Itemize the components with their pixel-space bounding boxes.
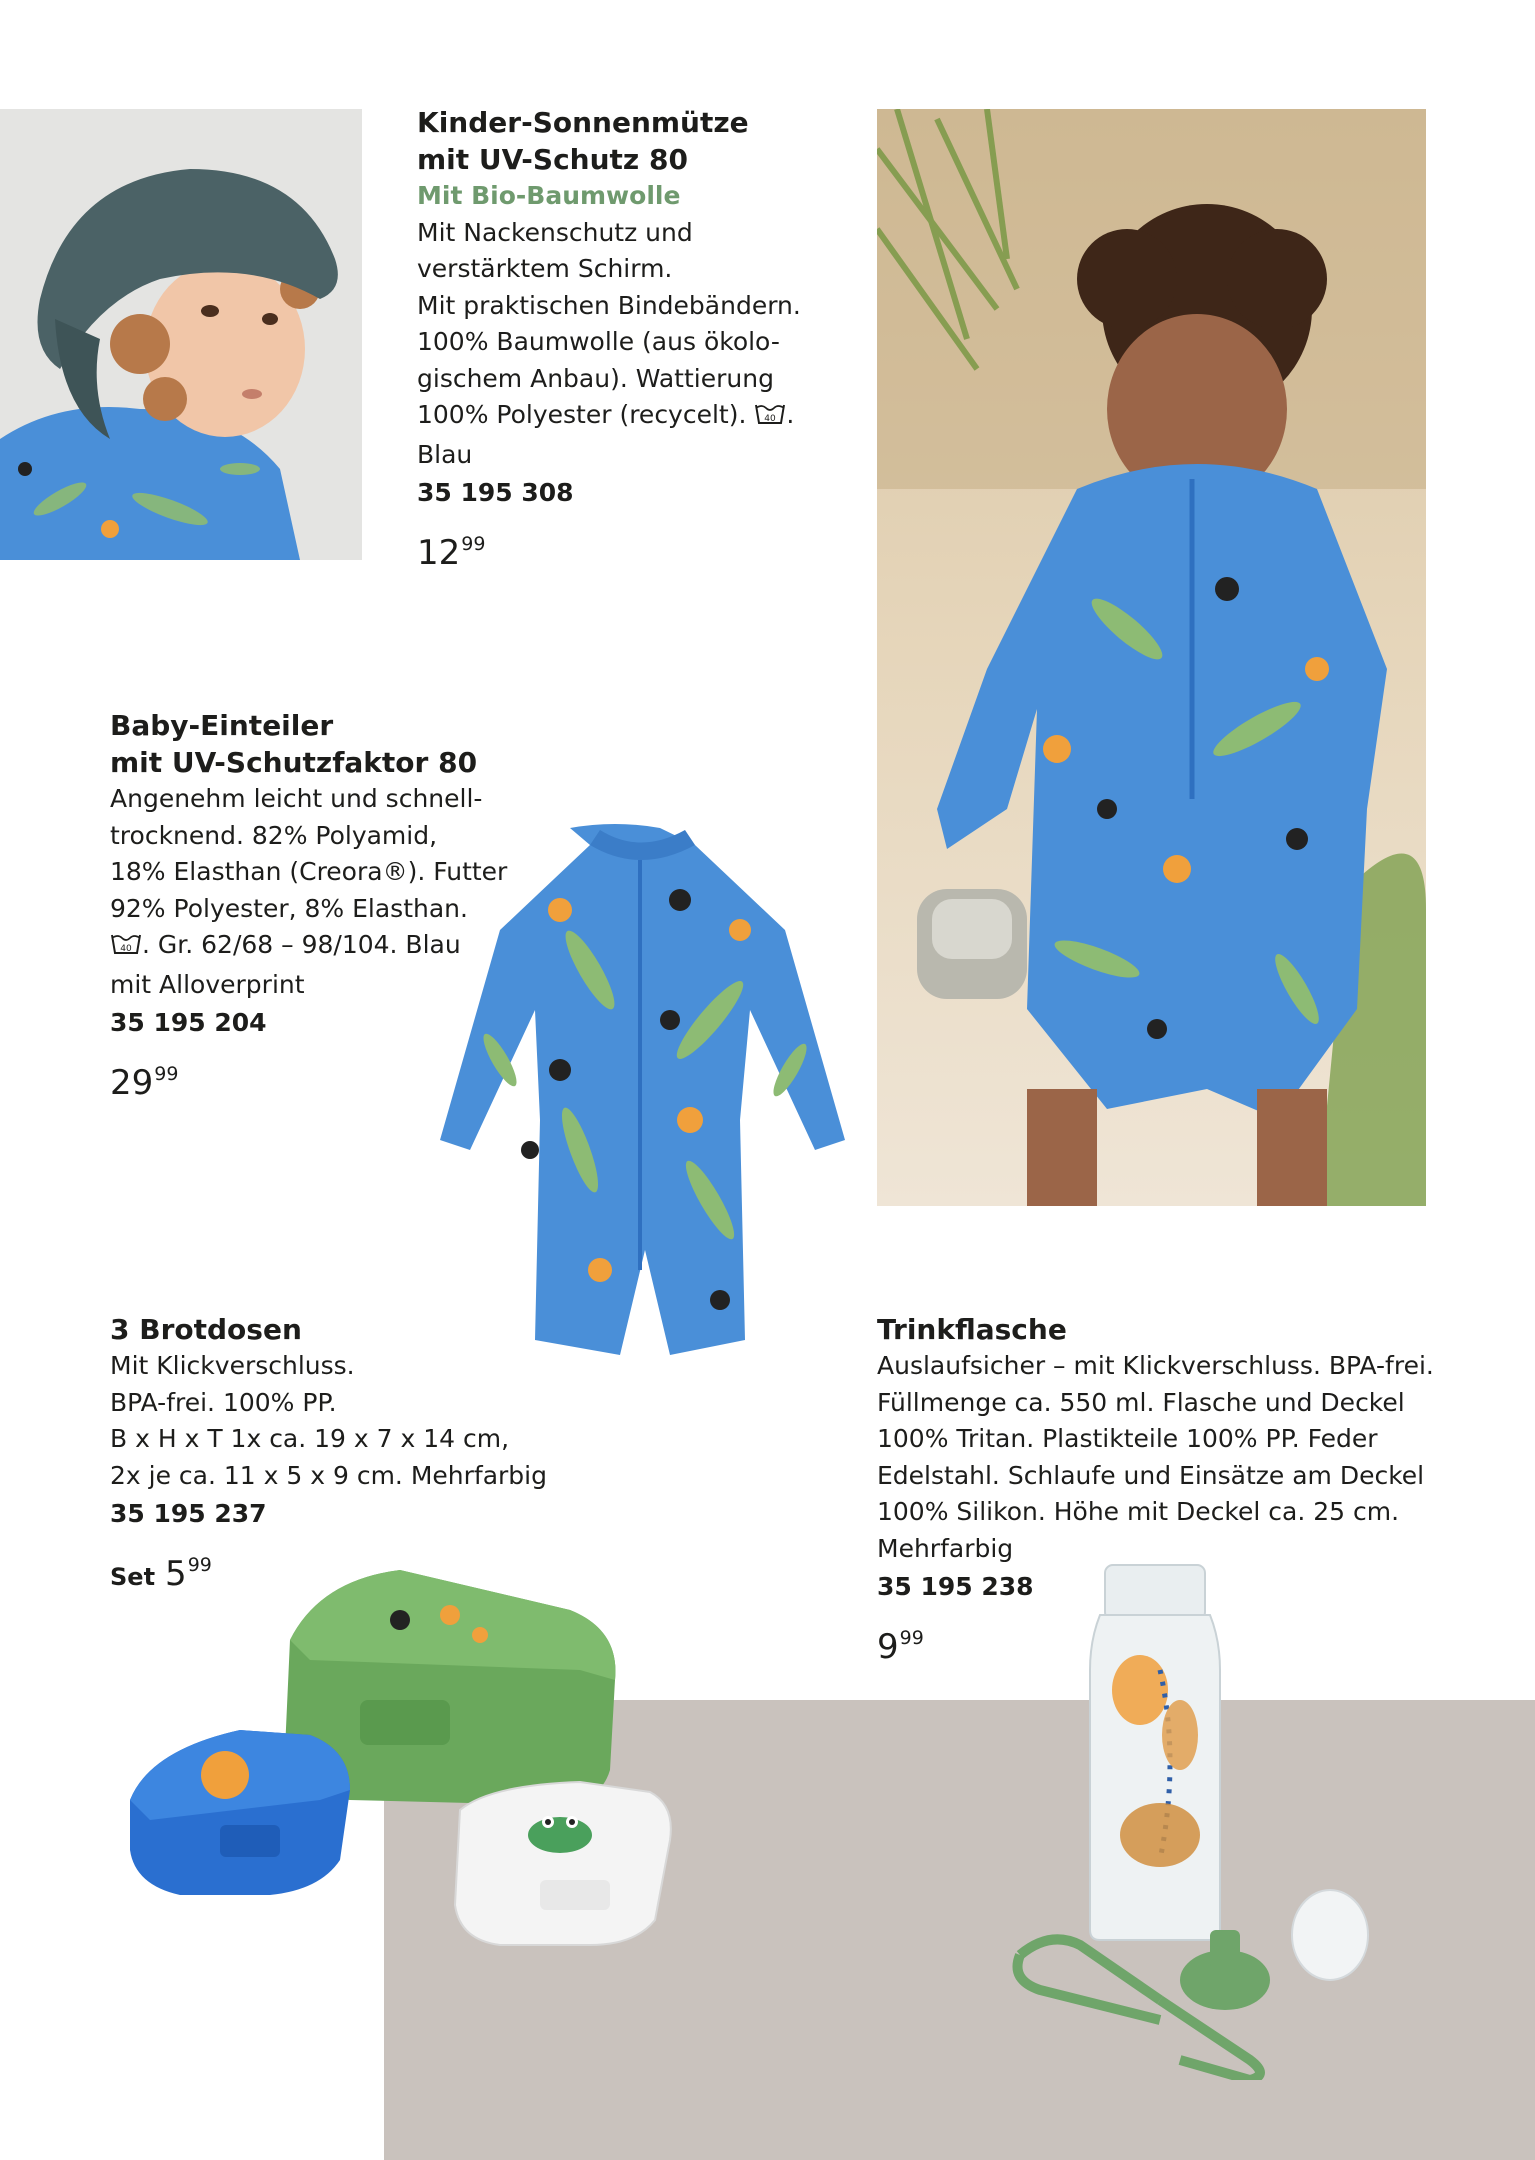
price-cents: 99: [187, 1553, 212, 1576]
product-hat: [417, 104, 801, 575]
price-main: 29: [110, 1062, 154, 1103]
hat-desc-line: verstärktem Schirm.: [417, 254, 673, 283]
onesie-product-image: [440, 820, 850, 1360]
bottle-article-number: 35 195 238: [877, 1572, 1034, 1601]
bottle-desc-line: Auslaufsicher – mit Klickverschluss. BPA-frei.: [877, 1351, 1434, 1380]
wash-40-icon: [754, 400, 786, 437]
wash-temp-label: 40: [120, 944, 132, 954]
product-lunchboxes: [110, 1311, 547, 1599]
hat-article-number: 35 195 308: [417, 478, 574, 507]
bottle-product-image: [1010, 1560, 1410, 2080]
hat-desc-line: 100% Polyester (recycelt). 40 .: [417, 397, 801, 437]
onesie-desc-line: Angenehm leicht und schnell-: [110, 784, 483, 813]
wash-40-icon: [110, 930, 142, 967]
price-prefix: Set: [110, 1562, 156, 1591]
bottle-desc-line: Edelstahl. Schlaufe und Einsätze am Deckel: [877, 1460, 1425, 1490]
onesie-desc-line: 92% Polyester, 8% Elasthan.: [110, 893, 468, 923]
hat-title-line-1: Kinder-Sonnenmütze: [417, 106, 749, 139]
hat-desc-line: gischem Anbau). Wattierung: [417, 363, 774, 393]
bottle-desc-line: 100% Silikon. Höhe mit Deckel ca. 25 cm.: [877, 1497, 1400, 1526]
onesie-desc-line: mit Alloverprint: [110, 969, 305, 999]
lunchboxes-desc-line: BPA-frei. 100% PP.: [110, 1387, 337, 1417]
price-cents: 99: [154, 1062, 179, 1085]
hat-child-photo: [0, 109, 362, 560]
price-main: 5: [165, 1553, 187, 1594]
hat-desc-line: Mit praktischen Bindebändern.: [417, 290, 801, 320]
bottle-title: Trinkflasche: [877, 1313, 1067, 1346]
lunchboxes-desc-line: 2x je ca. 11 x 5 x 9 cm. Mehrfarbig: [110, 1460, 547, 1490]
onesie-title-line-2: mit UV-Schutzfaktor 80: [110, 746, 478, 779]
hat-desc-line: 100% Baumwolle (aus ökolo-: [417, 327, 780, 356]
lunchboxes-article-number: 35 195 237: [110, 1499, 267, 1528]
hat-price: [417, 522, 801, 575]
price-cents: 99: [461, 532, 486, 555]
price-cents: 99: [899, 1626, 924, 1649]
onesie-desc-line: 18% Elasthan (Creora®). Futter: [110, 857, 508, 886]
price-main: 12: [417, 532, 461, 573]
bottle-desc-line: 100% Tritan. Plastikteile 100% PP. Feder: [877, 1424, 1378, 1453]
onesie-desc-line: trocknend. 82% Polyamid,: [110, 820, 438, 850]
lunchboxes-product-image: [120, 1560, 680, 1960]
hat-desc-line: Mit Nackenschutz und: [417, 217, 693, 247]
lunchboxes-title: 3 Brotdosen: [110, 1313, 302, 1346]
hat-title-line-2: mit UV-Schutz 80: [417, 143, 688, 176]
hat-desc-text: 100% Polyester (recycelt).: [417, 400, 747, 429]
lunchboxes-desc-line: Mit Klickverschluss.: [110, 1351, 355, 1380]
bottle-desc-line: Mehrfarbig: [877, 1533, 1014, 1563]
bottle-desc-line: Füllmenge ca. 550 ml. Flasche und Deckel: [877, 1387, 1405, 1417]
hat-color: Blau: [417, 439, 473, 469]
lunchboxes-desc-line: B x H x T 1x ca. 19 x 7 x 14 cm,: [110, 1424, 510, 1453]
onesie-size-text: . Gr. 62/68 – 98/104. Blau: [142, 930, 461, 959]
wash-temp-label: 40: [764, 414, 777, 424]
child-swimsuit-photo: [877, 109, 1426, 1206]
onesie-title-line-1: Baby-Einteiler: [110, 709, 334, 742]
price-main: 9: [877, 1626, 899, 1667]
hat-subtitle: Mit Bio-Baumwolle: [417, 181, 681, 210]
onesie-article-number: 35 195 204: [110, 1008, 267, 1037]
